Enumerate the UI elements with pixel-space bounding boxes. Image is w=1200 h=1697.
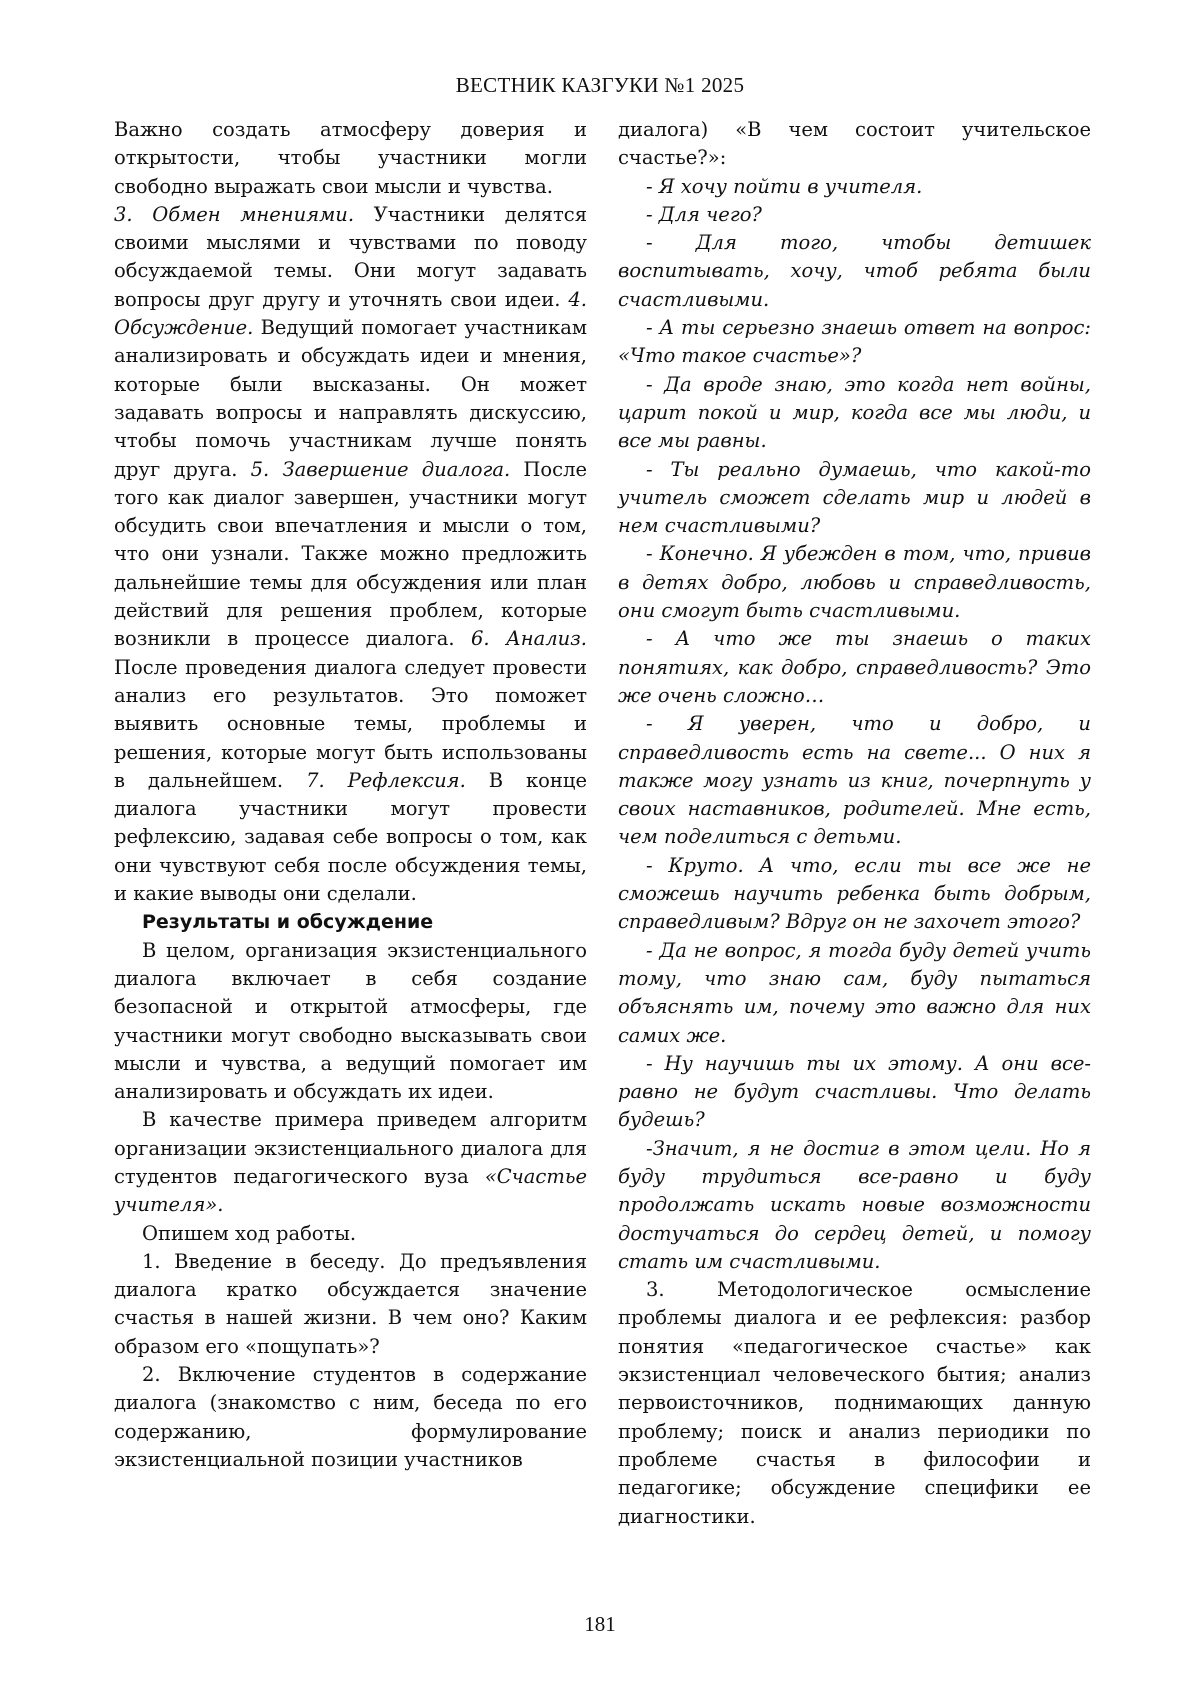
example-title: «Счастье учителя».: [114, 1164, 587, 1217]
dialogue-line: - Ты реально думаешь, что какой-то учитель сможет сделать мир и людей в нем счастливыми?: [618, 457, 1091, 538]
running-header: ВЕСТНИК КАЗГУКИ №1 2025: [455, 73, 745, 97]
dialogue-line: - Я уверен, что и добро, и справедливость есть на свете... О них я также могу узнать из книг, почерпнуть у своих наставников, родителей. Мне есть, чем поделиться с детьми.: [618, 712, 1091, 849]
step-5-label: 5. Завершение диалога.: [250, 457, 511, 481]
paragraph-step-2: 2. Включение студентов в содержание диалога (знакомство с ним, беседа по его содержанию, формулирование экзистенциальной позиции участников: [114, 1363, 587, 1471]
paragraph-text: Важно создать атмосферу доверия и открытости, чтобы участники могли свободно выражать свои мысли и чувства.: [114, 118, 587, 198]
dialogue-line: - А что же ты знаешь о таких понятиях, как добро, справедливость? Это же очень сложно…: [618, 627, 1091, 707]
dialogue-line: - Конечно. Я убежден в том, что, привив в детях добро, любовь и справедливость, они смогут быть счастливыми.: [618, 542, 1091, 623]
step-7-text: В конце диалога участники могут провести рефлексию, задавая себе вопросы о том, как они чувствуют себя после обсуждения темы, и какие выводы они сделали.: [114, 768, 587, 906]
paragraph-atmosphere: [114, 116, 587, 908]
step-3-text: Участники делятся своими мыслями и чувствами по поводу обсуждаемой темы. Они могут задавать вопросы друг другу и уточнять свои идеи.: [114, 202, 587, 311]
dialogue-line: - Круто. А что, если ты все же не сможешь научить ребенка быть добрым, справедливым? Вдруг он не захочет этого?: [618, 853, 1091, 934]
dialogue-line: - Для того, чтобы детишек воспитывать, хочу, чтоб ребята были счастливыми.: [618, 231, 1091, 311]
step-6-text: После проведения диалога следует провести анализ его результатов. Это поможет выявить основные темы, проблемы и решения, которые могут быть использованы в дальнейшем.: [114, 655, 587, 792]
paragraph-step-1: 1. Введение в беседу. До предъявления диалога кратко обсуждается значение счастья в нашей жизни. В чем оно? Каким образом его «пощупать»?: [114, 1249, 587, 1358]
right-column: [618, 116, 1091, 1531]
step-4-text: Ведущий помогает участникам анализировать и обсуждать идеи и мнения, которые были высказаны. Он может задавать вопросы и направлять дискуссию, чтобы помочь участникам лучше понять друг друга.: [114, 316, 587, 481]
dialogue-line: - Для чего?: [646, 202, 762, 226]
paragraph-describe: Опишем ход работы.: [142, 1221, 357, 1245]
left-column: [114, 116, 587, 1474]
paragraph-example: [114, 1106, 587, 1219]
page-number: 181: [584, 1612, 616, 1636]
paragraph-step-3: 3. Методологическое осмысление проблемы диалога и ее рефлексия: разбор понятия «педагогическое счастье» как экзистенциал человеческого бытия; анализ первоисточников, поднимающих данную проблему; поиск и анализ периодики по проблеме счастья в философии и педагогике; обсуждение специфики ее диагностики.: [618, 1278, 1091, 1528]
step-7-label: 7. Рефлексия.: [306, 768, 466, 792]
step-5-text: После того как диалог завершен, участники могут обсудить свои впечатления и мысли о том, что они узнали. Также можно предложить дальнейшие темы для обсуждения или план действий для решения проблем, которые возникли в процессе диалога.: [114, 457, 588, 651]
dialogue-line: -Значит, я не достиг в этом цели. Но я буду трудиться все-равно и буду продолжать искать новые возможности достучаться до сердец детей, и помогу стать им счастливыми.: [618, 1136, 1091, 1273]
section-heading: Результаты и обсуждение: [142, 911, 434, 934]
dialogue-line: - Да вроде знаю, это когда нет войны, царит покой и мир, когда все мы люди, и все мы равны.: [618, 372, 1091, 453]
dialogue-line: - Ну научишь ты их этому. А они все-равно не будут счастливы. Что делать будешь?: [618, 1051, 1091, 1132]
paragraph-results: В целом, организация экзистенциального диалога включает в себя создание безопасной и открытой атмосферы, где участники могут свободно высказывать свои мысли и чувства, а ведущий помогает им анализировать и обсуждать их идеи.: [114, 938, 587, 1104]
dialogue-line: - Я хочу пойти в учителя.: [646, 174, 923, 198]
step-3-label: 3. Обмен мнениями.: [114, 202, 355, 226]
step-6-label: 6. Анализ.: [470, 627, 587, 651]
paragraph-continuation: диалога) «В чем состоит учительское счастье?»:: [618, 118, 1091, 170]
dialogue-line: - А ты серьезно знаешь ответ на вопрос: «Что такое счастье»?: [618, 316, 1091, 368]
dialogue-line: - Да не вопрос, я тогда буду детей учить тому, что знаю сам, буду пытаться объяснять им, почему это важно для них самих же.: [618, 938, 1091, 1047]
step-4-label: 4. Обсуждение.: [114, 287, 587, 340]
example-text: В качестве примера приведем алгоритм организации экзистенциального диалога для студентов педагогического вуза: [114, 1108, 587, 1188]
